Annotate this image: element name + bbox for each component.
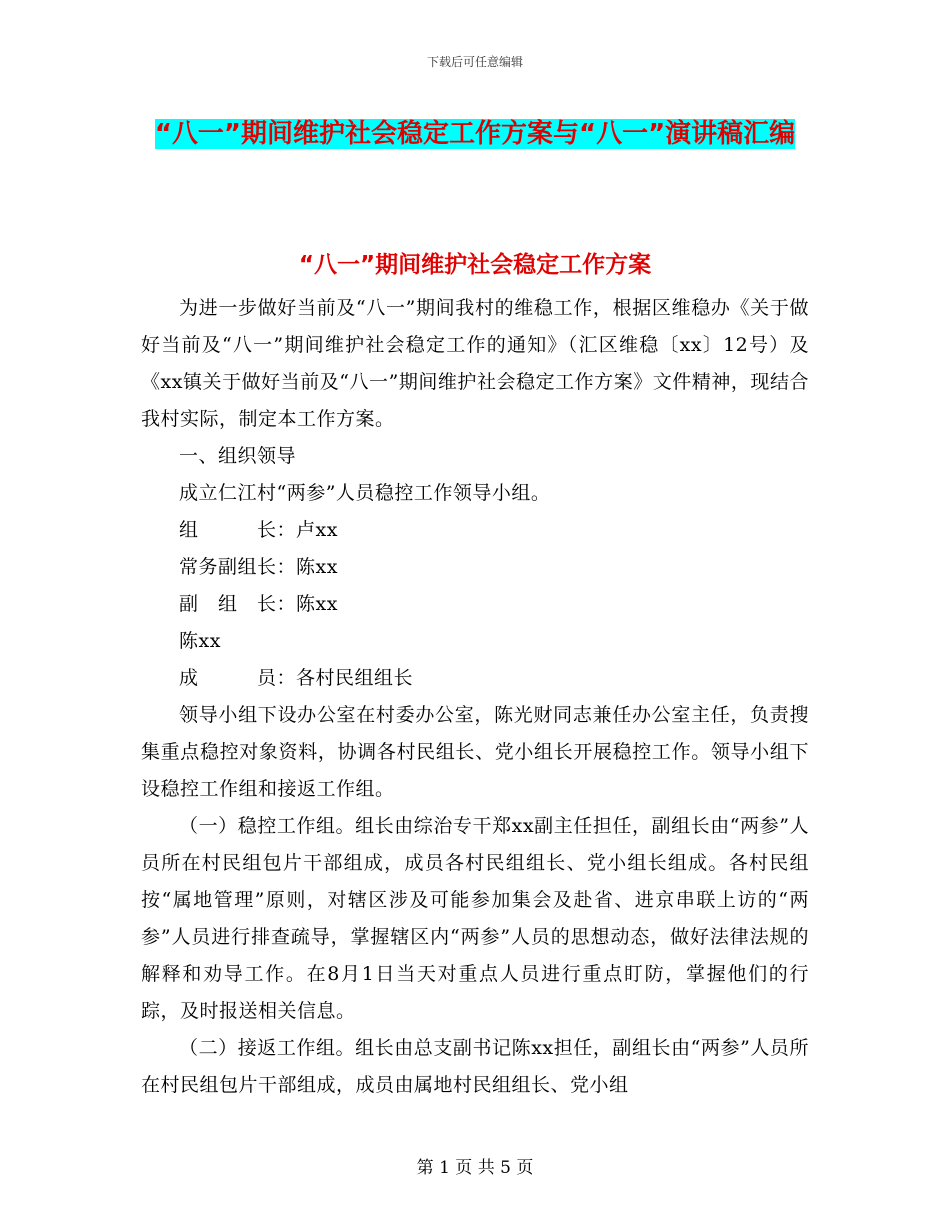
- member-members: 成 员：各村民组组长: [179, 667, 414, 689]
- section-title: “八一”期间维护社会稳定工作方案: [298, 252, 652, 278]
- member-executive-deputy: 常务副组长：陈xx: [179, 556, 338, 578]
- paragraph-group-setup: 成立仁江村“两参”人员稳控工作领导小组。: [179, 482, 551, 504]
- paragraph-office: 领导小组下设办公室在村委办公室，陈光财同志兼任办公室主任，负责搜集重点稳控对象资料，协调各村民组长、党小组长开展稳控工作。领导小组下设稳控工作组和接返工作组。: [141, 704, 809, 800]
- member-deputy-2: 陈xx: [179, 630, 221, 652]
- document-title: [120, 110, 830, 158]
- paragraph-stability-group: （一）稳控工作组。组长由综治专干郑xx副主任担任，副组长由“两参”人员所在村民组包片干部组成，成员各村民组组长、党小组长组成。各村民组按“属地管理”原则，对辖区涉及可能参加集会及赴省、进京串联上访的“两参”人员进行排查疏导，掌握辖区内“两参”人员的思想动态，做好法律法规的解释和劝导工作。在8月1日当天对重点人员进行重点盯防，掌握他们的行踪，及时报送相关信息。: [141, 815, 809, 1022]
- paragraph-intro: 为进一步做好当前及“八一”期间我村的维稳工作，根据区维稳办《关于做好当前及“八一”期间维护社会稳定工作的通知》（汇区维稳〔xx〕12号）及《xx镇关于做好当前及“八一”期间维护社会稳定工作方案》文件精神，现结合我村实际，制定本工作方案。: [141, 297, 809, 430]
- heading-organization: 一、组织领导: [179, 445, 297, 467]
- member-deputy: 副 组 长：陈xx: [179, 593, 338, 615]
- header-note: 下载后可任意编辑: [426, 55, 523, 69]
- document-body: [141, 290, 809, 1104]
- paragraph-return-group: （二）接返工作组。组长由总支副书记陈xx担任，副组长由“两参”人员所在村民组包片干部组成，成员由属地村民组组长、党小组: [141, 1037, 809, 1096]
- document-title-text: “八一”期间维护社会稳定工作方案与“八一”演讲稿汇编: [154, 119, 796, 149]
- page-number-footer: 第 1 页 共 5 页: [416, 1158, 534, 1178]
- member-leader: 组 长：卢xx: [179, 519, 338, 541]
